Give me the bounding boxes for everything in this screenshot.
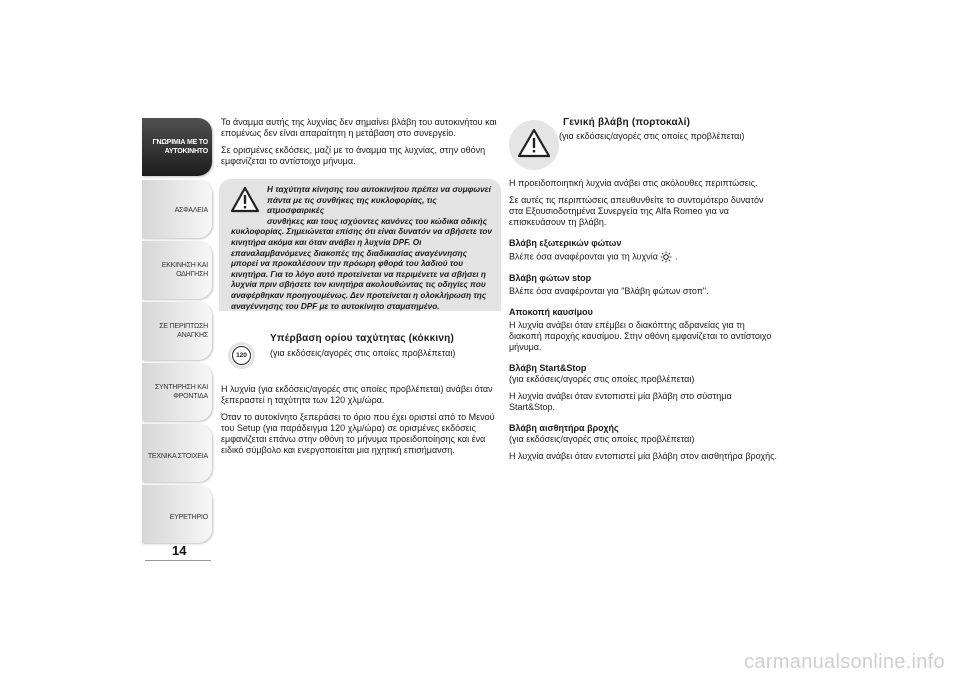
speed-limit-label: 120	[232, 346, 251, 365]
tab-emergency[interactable]	[142, 302, 212, 360]
warning-line: Η ταχύτητα κίνησης του αυτοκινήτου πρέπει να συμφωνεί	[267, 185, 491, 194]
item-subtitle: (για εκδόσεις/αγορές στις οποίες προβλέπεται)	[509, 434, 695, 444]
exterior-light-icon	[660, 251, 672, 263]
tab-maintenance[interactable]	[142, 363, 212, 421]
page-number: 14	[172, 543, 187, 558]
item-text: Η λυχνία ανάβει όταν εντοπιστεί μία βλάβη στο σύστημα Start&Stop.	[509, 391, 732, 412]
section-subtitle-speed: (για εκδόσεις/αγορές στις οποίες προβλέπεται)	[270, 348, 456, 358]
tab-safety[interactable]	[142, 180, 212, 238]
watermark: carmanualsonline.info	[744, 651, 945, 673]
item-title: Αποκοπή καυσίμου	[509, 307, 593, 317]
item-text-suffix: .	[674, 251, 678, 262]
item-title: Βλάβη φώτων stop	[509, 273, 592, 283]
warning-text	[231, 185, 493, 312]
warning-rest: κυκλοφορίας. Σημειώνεται επίσης ότι είναι δυνατόν να σβήσετε τον κινητήρα ακόμα και όταν ανάβει η λυχνία DPF. Οι επαναλαμβανόμενες διακοπές της διαδικασίας αναγέννησης μπορεί να προκαλέσουν την πρόωρη φθορά του λαδιού του κινητήρα. Για το λόγο αυτό προτείνεται να περιμένετε να σβήσει η λυχνία πριν σβήσετε τον κινητήρα ακολουθώντας τις οδηγίες που αναφέρθηκαν προηγουμένως. Δεν προτείνεται η ολοκλήρωση της αναγέννησης του DPF με το αυτοκίνητο σταματημένο.	[231, 227, 492, 311]
item-text-content: Βλέπε όσα αναφέρονται για τη λυχνία	[509, 251, 658, 262]
tab-starting-driving[interactable]	[142, 241, 212, 299]
paragraph: Η προειδοποιητική λυχνία ανάβει στις ακόλουθες περιπτώσεις.	[509, 178, 758, 188]
tab-label-line1: ΤΕΧΝΙΚΑ ΣΤΟΙΧΕΙΑ	[147, 453, 208, 460]
divider	[145, 560, 211, 561]
section-subtitle-general-fault: (για εκδόσεις/αγορές στις οποίες προβλέπεται)	[559, 131, 745, 141]
item-text: Η λυχνία ανάβει όταν εντοπιστεί μία βλάβη στον αισθητήρα βροχής.	[509, 451, 777, 461]
tab-label-line1: ΣΕ ΠΕΡΙΠΤΩΣΗ	[159, 323, 208, 330]
tab-label-line1: ΕΥΡΕΤΗΡΙΟ	[169, 514, 208, 521]
tab-label-line1: ΓΝΩΡΙΜΙΑ ΜΕ ΤΟ	[152, 139, 208, 146]
paragraph: Η λυχνία (για εκδόσεις/αγορές στις οποίες προβλέπεται) ανάβει όταν ξεπεραστεί η ταχύτητα των 120 χλμ/ώρα.	[221, 384, 493, 405]
speed-limit-icon	[228, 342, 255, 369]
tab-label-line2: ΟΔΗΓΗΣΗ	[176, 271, 208, 278]
item-text	[509, 251, 779, 263]
right-body	[509, 178, 779, 468]
item-subtitle: (για εκδόσεις/αγορές στις οποίες προβλέπεται)	[509, 374, 695, 384]
item-title: Βλάβη εξωτερικών φώτων	[509, 238, 622, 248]
item-title: Βλάβη Start&Stop	[509, 363, 587, 373]
tab-getting-to-know-car[interactable]	[142, 118, 212, 176]
tab-label-line2: ΑΝΑΓΚΗΣ	[177, 332, 208, 339]
paragraph: Όταν το αυτοκίνητο ξεπεράσει το όριο που έχει οριστεί από το Μενού του Setup (για παράδειγμα 120 χλμ/ώρα) σε ορισμένες εκδόσεις εμφανίζεται επάνω στην οθόνη το μήνυμα προειδοποίησης και ένα ειδικό σύμβολο και ενεργοποιείται μια ηχητική επισήμανση.	[221, 412, 495, 455]
paragraph: Το άναμμα αυτής της λυχνίας δεν σημαίνει βλάβη του αυτοκινήτου και επομένως δεν είναι απαραίτητη η μετάβαση στο συνεργείο.	[221, 117, 497, 138]
item-text: Βλέπε όσα αναφέρονται για "Βλάβη φώτων στοπ".	[509, 286, 709, 296]
paragraph: Σε ορισμένες εκδόσεις, μαζί με το άναμμα της λυχνίας, στην οθόνη εμφανίζεται το αντίστοιχο μήνυμα.	[221, 145, 486, 166]
tab-index[interactable]	[142, 485, 212, 543]
paragraph: Σε αυτές τις περιπτώσεις απευθυνθείτε το συντομότερο δυνατόν στα Εξουσιοδοτημένα Συνεργεία της Alfa Romeo για να επισκευάσουν τη βλάβη.	[509, 195, 764, 227]
warning-line: πάντα με τις συνθήκες της κυκλοφορίας, τις ατμοσφαιρικές	[267, 195, 437, 216]
section-title-general-fault: Γενική βλάβη (πορτοκαλί)	[563, 117, 691, 128]
tab-label-line2: ΦΡΟΝΤΙΔΑ	[173, 393, 208, 400]
tab-label-line1: ΣΥΝΤΗΡΗΣΗ ΚΑΙ	[154, 384, 208, 391]
left-intro	[221, 117, 501, 173]
tab-label-line2: ΑΥΤΟΚΙΝΗΤΟ	[164, 148, 208, 155]
tab-label-line1: ΑΣΦΑΛΕΙΑ	[174, 207, 208, 214]
item-text: Η λυχνία ανάβει όταν επέμβει ο διακόπτης αδρανείας για τη διακοπή παροχής καυσίμου. Στην οθόνη εμφανίζεται το αντίστοιχο μήνυμα.	[509, 320, 772, 352]
general-fault-icon	[517, 128, 551, 158]
item-title: Βλάβη αισθητήρα βροχής	[509, 423, 619, 433]
speed-section-body	[221, 384, 503, 462]
tab-technical-data[interactable]	[142, 424, 212, 482]
tab-label-line1: ΕΚΚΙΝΗΣΗ ΚΑΙ	[161, 262, 208, 269]
warning-line: συνθήκες και τους ισχύοντες κανόνες του κώδικα οδικής	[267, 216, 487, 226]
section-title-speed: Υπέρβαση ορίου ταχύτητας (κόκκινη)	[270, 333, 454, 344]
